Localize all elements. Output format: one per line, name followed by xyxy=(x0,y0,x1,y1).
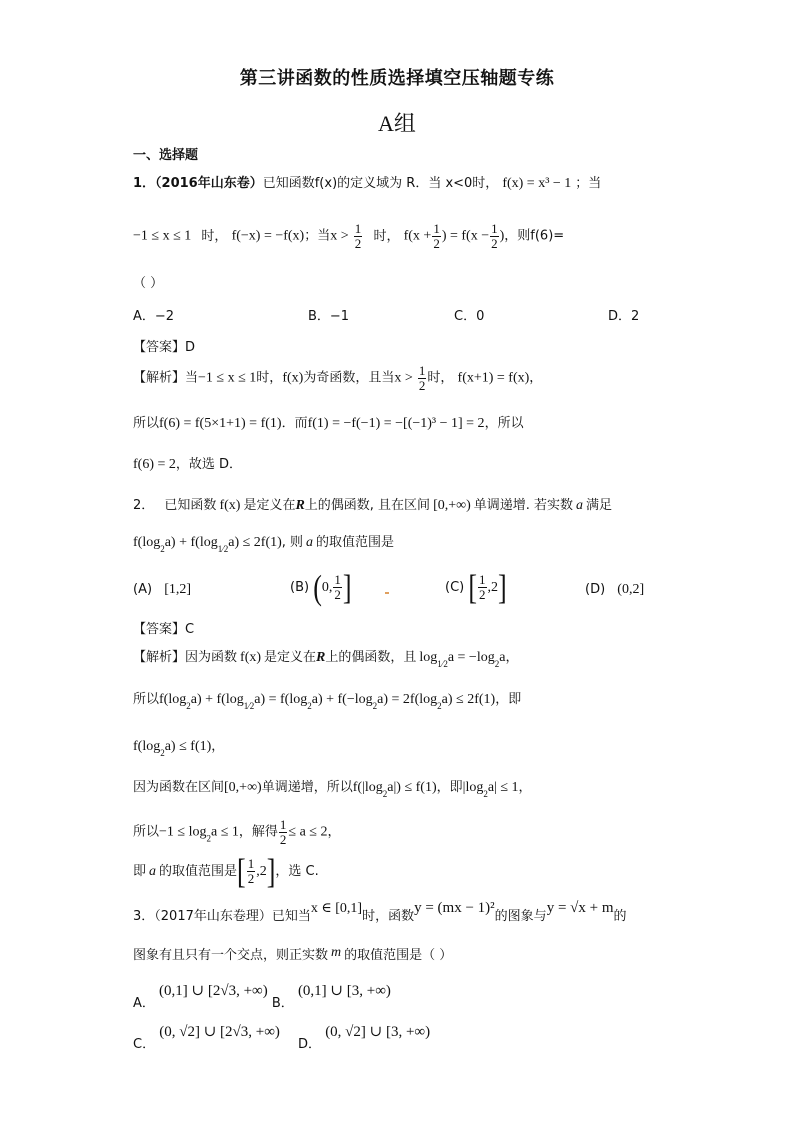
q2-sol-text: 是定义在 xyxy=(264,650,317,665)
q3-line1 xyxy=(133,900,627,926)
q1-intro: 已知函数f(x)的定义域为 R．当 x<0时， xyxy=(262,176,499,191)
q1-solution-line2 xyxy=(133,416,524,433)
q2-solution-line2 xyxy=(133,692,521,712)
q1-sol-fraction-half xyxy=(418,364,427,392)
q1-sol-x: x > xyxy=(394,370,413,386)
q2-sol-text: ， xyxy=(505,650,519,665)
q2-sol-text: ，解得 xyxy=(238,824,278,840)
q2-sol-math: |log xyxy=(462,780,484,795)
q2-sol-math: a|) ≤ f(1) xyxy=(387,780,437,795)
q1-sol-text: ．而 xyxy=(281,416,308,431)
q2-sub-half: 1⁄2 xyxy=(437,659,448,669)
q2-sol-a: a xyxy=(499,650,506,665)
q1-source: （2016年山东卷） xyxy=(155,176,263,191)
option-label: C． xyxy=(133,1037,156,1052)
q2-sol-math: a) + f(log xyxy=(190,692,244,707)
q2-number: 2． xyxy=(133,498,155,513)
q2-R: R xyxy=(295,498,305,513)
q2-a: a xyxy=(576,498,584,513)
q2-sol-text: 所以 xyxy=(133,824,160,840)
q1-number: 1． xyxy=(133,176,156,191)
option-fraction xyxy=(478,573,487,601)
q1-paren: （ ） xyxy=(133,276,164,291)
frac-den: 2 xyxy=(279,831,287,847)
q2-sol-text: 即 xyxy=(133,864,147,880)
q2-sol-text: ，即 xyxy=(436,780,463,795)
q3-option-d-value: (0, √2] ∪ [3, +∞) xyxy=(325,1024,431,1040)
q3-text: 图象有且只有一个交点，则正实数 xyxy=(133,948,329,963)
q2-sol-text: 上的偶函数，且 xyxy=(325,650,417,665)
bracket-open: [ xyxy=(237,851,246,892)
frac-num: 1 xyxy=(433,221,440,236)
q2-fx: f(x) xyxy=(240,650,262,665)
sub-den: 2 xyxy=(249,701,255,711)
frac-den: 2 xyxy=(433,235,440,251)
q2-text: 单调递增. 若实数 xyxy=(473,498,574,513)
q3-source: （2017年山东卷理） xyxy=(154,909,272,924)
q1-solution-line1 xyxy=(133,364,542,392)
solution-label: 【解析】 xyxy=(133,370,186,386)
q1-fraction-half xyxy=(432,222,441,250)
q2-sub2: 2 xyxy=(206,833,211,844)
option-label: (B) xyxy=(290,580,310,596)
q2-sol-text: ，即 xyxy=(495,692,522,707)
q2-sol-math: f(log xyxy=(159,692,187,707)
q2-a: a xyxy=(306,535,314,550)
q1-sol-eq1: f(6) = f(5×1+1) = f(1) xyxy=(159,416,282,431)
q2-sub2: 2 xyxy=(382,789,388,799)
q1-fraction-half xyxy=(354,222,363,250)
q2-fx: f(x) xyxy=(219,498,241,513)
q3-option-a-value: (0,1] ∪ [2√3, +∞) xyxy=(159,983,268,999)
q1-option-c: C．0 xyxy=(454,309,485,324)
q3-text: 的图象与 xyxy=(494,909,547,924)
q2-text: 上的偶函数, 且在区间 xyxy=(304,498,431,513)
q2-cond: f(log xyxy=(133,535,161,550)
q2-sol-interval: [0,+∞) xyxy=(224,780,262,795)
q3-m: m xyxy=(331,945,342,960)
q1-cond-x: x > xyxy=(330,228,349,244)
q2-sol-text: 因为函数 xyxy=(185,650,238,665)
q2-sol-math: a| ≤ 1 xyxy=(487,780,519,795)
q3-options-row1 xyxy=(133,982,391,1011)
solution-label: 【解析】 xyxy=(133,650,186,665)
q2-sol-math: a) = 2f(log xyxy=(377,692,438,707)
q2-sol-text: 单调递增，所以 xyxy=(261,780,353,795)
q3-option-c-value: (0, √2] ∪ [2√3, +∞) xyxy=(159,1024,280,1040)
bracket-close: ] xyxy=(266,851,276,892)
q2-sub2: 2 xyxy=(483,789,488,799)
q2-sub2: 2 xyxy=(372,701,378,711)
q1-odd-cond: f(−x) = −f(x) xyxy=(231,228,305,244)
q1-cond-range: −1 ≤ x ≤ 1 xyxy=(133,228,192,244)
q2-sol-math: a ≤ 1 xyxy=(210,824,239,840)
q2-sol-math: a) = f(log xyxy=(254,692,308,707)
option-label: A． xyxy=(133,996,155,1011)
sub-num: 1 xyxy=(217,544,223,554)
stray-mark xyxy=(385,592,389,594)
q1-text: 时， xyxy=(373,228,400,244)
q2-text: 是定义在 xyxy=(243,498,296,513)
q2-text: 的取值范围是 xyxy=(316,535,395,550)
q2-sol-text: 所以 xyxy=(133,692,160,707)
q1-sol-range: −1 ≤ x ≤ 1 xyxy=(198,370,257,386)
q1-solution-line3 xyxy=(133,457,242,474)
q2-option-a xyxy=(133,582,191,599)
frac-den: 2 xyxy=(334,587,341,603)
q2-text: , 则 xyxy=(281,535,304,550)
q1-sol-text: ，所以 xyxy=(484,416,524,431)
q2-sol-text: 因为函数在区间 xyxy=(133,780,225,795)
q2-sol-text: 的取值范围是 xyxy=(159,864,238,880)
q1-sol-text: ， xyxy=(529,370,543,386)
q2-a: a xyxy=(149,864,157,880)
q2-sub-half: 1⁄2 xyxy=(243,701,255,711)
q2-line1 xyxy=(133,498,612,515)
frac-den: 2 xyxy=(491,235,498,251)
q2-sol-log: a = −log xyxy=(447,650,495,665)
sub-num: 1 xyxy=(437,659,442,669)
q2-solution-line6 xyxy=(133,851,319,892)
q1-option-a: A．−2 xyxy=(133,309,175,324)
q3-text: 时，函数 xyxy=(362,909,415,924)
q1-option-d: D．2 xyxy=(608,309,640,324)
q1-sol-result: f(6) = 2 xyxy=(133,457,176,472)
option-value: 0, xyxy=(321,580,333,596)
q2-cond: a) + f(log xyxy=(164,535,218,550)
q2-sol-fraction xyxy=(247,857,256,885)
q1-fdef: f(x) = x³ − 1 xyxy=(502,176,572,191)
q2-cond: a) ≤ 2f(1) xyxy=(228,535,282,550)
option-label: (D) xyxy=(585,582,606,597)
option-label: B． xyxy=(271,996,294,1011)
frac-den: 2 xyxy=(418,377,426,393)
q2-sol-text: ，选 C. xyxy=(275,864,319,880)
frac-den: 2 xyxy=(479,587,486,603)
q2-option-b xyxy=(290,567,352,608)
q1-sol-period: f(x+1) = f(x) xyxy=(457,370,530,386)
q2-text: 已知函数 xyxy=(164,498,217,513)
q2-line2 xyxy=(133,535,394,555)
q2-sol-math: a) ≤ 2f(1) xyxy=(441,692,496,707)
q3-y2: y = √x + m xyxy=(546,900,614,916)
q2-sub2: 2 xyxy=(186,701,191,711)
q1-fraction-half xyxy=(490,222,499,250)
section-heading: 一、选择题 xyxy=(133,148,199,163)
frac-den: 2 xyxy=(354,235,362,251)
frac-num: 1 xyxy=(279,817,287,832)
option-value: (0,2] xyxy=(617,582,645,597)
q1-sol-text: ，故选 D． xyxy=(175,457,243,472)
q2-sub2: 2 xyxy=(437,701,442,711)
q1-sol-text: 时， xyxy=(256,370,283,386)
q2-sol-math: f(|log xyxy=(352,780,383,795)
q3-text: 已知当 xyxy=(271,909,311,924)
q2-sub2: 2 xyxy=(307,701,312,711)
page-title: 第三讲函数的性质选择填空压轴题专练 xyxy=(239,68,555,89)
q2-sol-text: ， xyxy=(211,739,225,754)
frac-num: 1 xyxy=(491,221,498,236)
q1-sol-text: 时， xyxy=(427,370,454,386)
q1-option-b: B．−1 xyxy=(308,309,350,324)
q2-sol-math: a) ≤ f(1) xyxy=(164,739,212,754)
frac-num: 1 xyxy=(247,856,255,872)
frac-den: 2 xyxy=(247,871,255,887)
q3-x-cond: x ∈ [0,1] xyxy=(310,901,363,916)
q2-sol-text: ， xyxy=(518,780,532,795)
q2-interval: [0,+∞) xyxy=(433,498,471,513)
option-label: (C) xyxy=(445,580,465,596)
q1-semi: ；当 xyxy=(575,176,602,191)
bracket-close: ] xyxy=(498,567,507,608)
q2-sol-fraction xyxy=(279,818,288,846)
q2-sol-math: ,2 xyxy=(256,864,267,880)
option-value: ,2 xyxy=(487,580,499,596)
sub-den: 2 xyxy=(443,659,448,669)
q3-option-b-value: (0,1] ∪ [3, +∞) xyxy=(297,983,391,999)
q1-period-a: f(x + xyxy=(403,228,432,244)
q2-sub-half: 1⁄2 xyxy=(217,544,229,554)
q2-sub2: 2 xyxy=(160,544,165,554)
q2-sol-text: ， xyxy=(327,824,341,840)
q2-text: 满足 xyxy=(586,498,613,513)
q1-line1 xyxy=(133,176,601,193)
option-label: (A) xyxy=(133,582,153,597)
q2-sub2: 2 xyxy=(160,748,165,758)
q1-text: ；当 xyxy=(304,228,331,244)
frac-num: 1 xyxy=(334,572,341,588)
paren-open: ( xyxy=(313,567,322,608)
q1-period-b: ) = f(x − xyxy=(441,228,490,244)
bracket-close: ] xyxy=(342,567,352,608)
q1-sol-text: 为奇函数，且当 xyxy=(303,370,395,386)
q2-sol-math: f(log xyxy=(133,739,161,754)
q2-sol-math: a) + f(−log xyxy=(311,692,373,707)
q1-sol-eq2: f(1) = −f(−1) = −[(−1)³ − 1] = 2 xyxy=(307,416,485,431)
q2-sol-log: log xyxy=(419,650,438,665)
q2-solution-line4 xyxy=(133,780,532,800)
q2-R: R xyxy=(316,650,326,665)
q1-text: 时， xyxy=(201,228,228,244)
option-label: D． xyxy=(298,1037,322,1052)
q1-sol-text: 所以 xyxy=(133,416,160,431)
q3-line2 xyxy=(133,945,453,965)
q1-ask: ，则f(6)= xyxy=(504,228,565,244)
q2-solution-line3 xyxy=(133,739,224,759)
q2-solution-line1 xyxy=(133,650,518,670)
q2-sub2: 2 xyxy=(494,659,500,669)
q1-sol-text: 当 xyxy=(185,370,199,386)
q3-text: 的 xyxy=(613,909,627,924)
q3-y1: y = (mx − 1)² xyxy=(414,900,495,916)
q2-option-c xyxy=(445,567,507,608)
frac-num: 1 xyxy=(354,221,362,236)
option-fraction xyxy=(333,573,342,601)
option-value: [1,2] xyxy=(164,582,192,597)
q2-option-d xyxy=(585,582,644,599)
q1-sol-fx: f(x) xyxy=(282,370,304,386)
q1-line2 xyxy=(133,222,564,250)
bracket-open: [ xyxy=(468,567,478,608)
q3-options-row2 xyxy=(133,1023,431,1052)
sub-num: 1 xyxy=(243,701,249,711)
q1-period-c: ) xyxy=(499,228,505,244)
q2-sol-math: −1 ≤ log xyxy=(159,824,207,840)
q2-solution-line5 xyxy=(133,818,341,846)
q2-sol-math: ≤ a ≤ 2 xyxy=(288,824,328,840)
group-heading: A组 xyxy=(378,111,416,136)
frac-num: 1 xyxy=(479,572,486,588)
q2-answer: 【答案】C xyxy=(133,622,195,637)
q3-number: 3． xyxy=(133,909,155,924)
q3-text: 的取值范围是（ ） xyxy=(344,948,453,963)
q1-answer: 【答案】D xyxy=(133,340,196,355)
frac-num: 1 xyxy=(418,363,426,378)
sub-den: 2 xyxy=(223,544,229,554)
